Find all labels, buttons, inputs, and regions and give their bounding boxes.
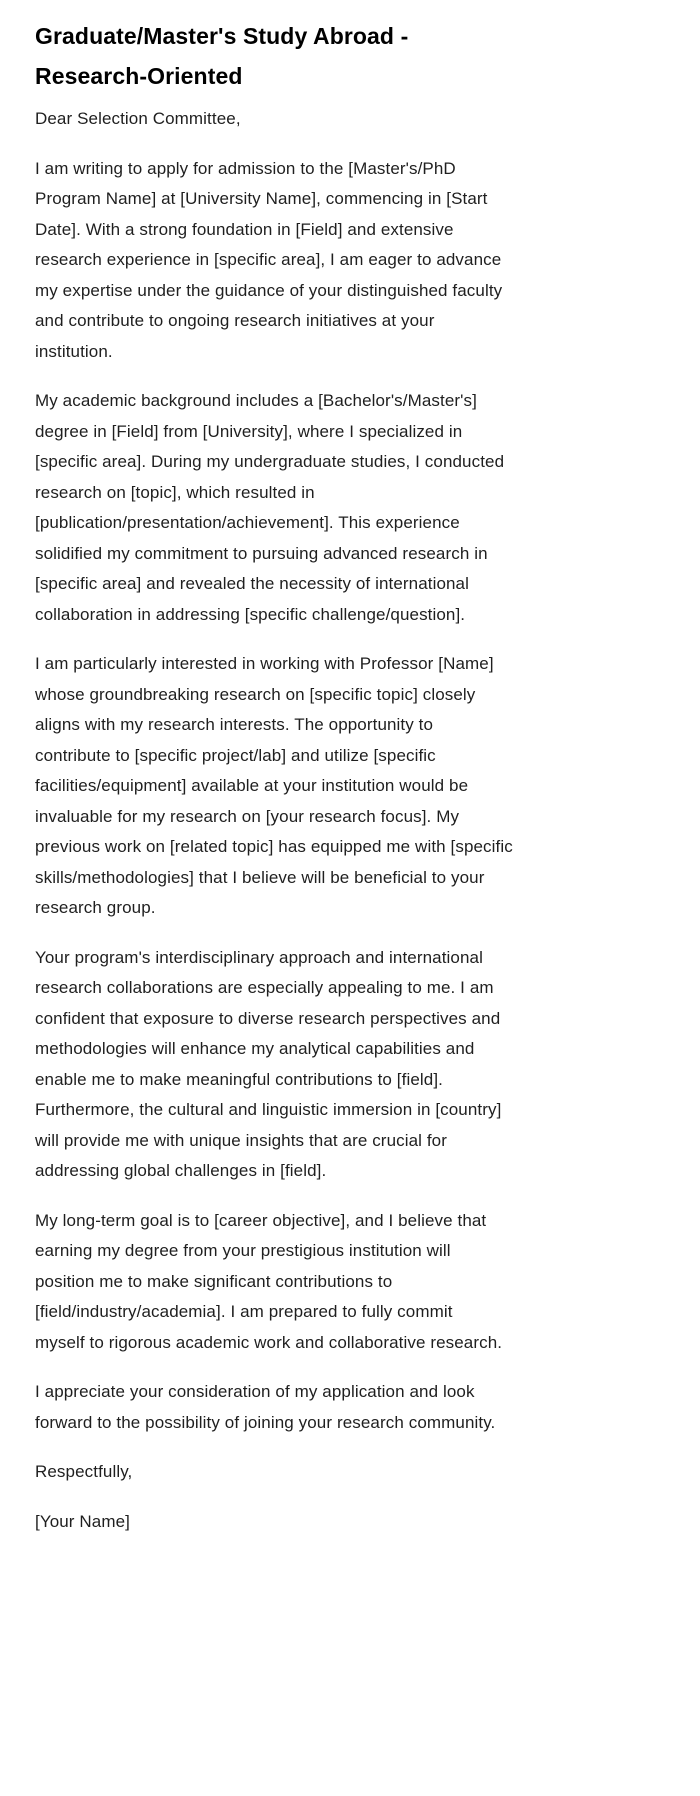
paragraph-line: I am particularly interested in working with Professor [Name]: [35, 654, 494, 673]
paragraph-line: research on [topic], which resulted in: [35, 482, 315, 502]
closing-line: [35, 1457, 660, 1488]
paragraph-line: myself to rigorous academic work and collaborative research.: [35, 1332, 503, 1352]
paragraph-line: research experience in [specific area], I am eager to advance: [35, 250, 502, 269]
paragraph: [35, 943, 660, 1187]
paragraph-line: research collaborations are especially appealing to me. I am: [35, 978, 494, 997]
closing-text: Respectfully,: [35, 1462, 133, 1481]
paragraph-line: aligns with my research interests. The opportunity to: [35, 715, 434, 734]
paragraph: [35, 154, 660, 368]
letter-title: [35, 16, 660, 96]
letter-title-line-2: Research-Oriented: [35, 63, 243, 89]
paragraph-line: collaboration in addressing [specific challenge/question].: [35, 604, 466, 624]
paragraph-line: My academic background includes a [Bachelor's/Master's]: [35, 391, 477, 410]
paragraph-line: previous work on [related topic] has equipped me with [specific: [35, 837, 513, 856]
paragraph-line: contribute to [specific project/lab] and utilize [specific: [35, 745, 436, 765]
paragraph-line: forward to the possibility of joining your research community.: [35, 1412, 496, 1432]
paragraph-line: skills/methodologies] that I believe will be beneficial to your: [35, 867, 485, 887]
paragraph-line: position me to make significant contributions to: [35, 1271, 393, 1291]
paragraph-line: enable me to make meaningful contributions to [field].: [35, 1069, 443, 1089]
paragraph-line: Your program's interdisciplinary approach and international: [35, 947, 483, 967]
paragraph-line: will provide me with unique insights that are crucial for: [35, 1130, 447, 1150]
paragraph-line: research group.: [35, 898, 156, 917]
paragraph-line: solidified my commitment to pursuing advanced research in: [35, 543, 488, 563]
paragraph-line: facilities/equipment] available at your institution would be: [35, 776, 469, 795]
paragraph-line: whose groundbreaking research on [specific topic] closely: [35, 684, 476, 704]
paragraph: [35, 649, 660, 924]
paragraph: [35, 1377, 660, 1438]
paragraph-line: institution.: [35, 341, 113, 361]
greeting-line: [35, 104, 660, 135]
letter-body: [35, 154, 660, 1439]
signature-line: [35, 1507, 660, 1538]
greeting-text: Dear Selection Committee,: [35, 109, 241, 128]
paragraph: [35, 1206, 660, 1359]
paragraph: [35, 386, 660, 630]
paragraph-line: earning my degree from your prestigious institution will: [35, 1241, 451, 1260]
paragraph-line: [field/industry/academia]. I am prepared to fully commit: [35, 1302, 453, 1321]
paragraph-line: degree in [Field] from [University], where I specialized in: [35, 421, 463, 441]
paragraph-line: confident that exposure to diverse research perspectives and: [35, 1008, 501, 1028]
paragraph-line: my expertise under the guidance of your distinguished faculty: [35, 280, 503, 300]
paragraph-line: and contribute to ongoing research initiatives at your: [35, 311, 435, 330]
signature-text: [Your Name]: [35, 1511, 130, 1531]
paragraph-line: addressing global challenges in [field].: [35, 1161, 327, 1180]
paragraph-line: [specific area] and revealed the necessity of international: [35, 574, 469, 593]
paragraph-line: invaluable for my research on [your research focus]. My: [35, 806, 460, 826]
paragraph-line: Date]. With a strong foundation in [Field] and extensive: [35, 219, 454, 239]
letter-title-line-1: Graduate/Master's Study Abroad -: [35, 23, 409, 49]
paragraph-line: I appreciate your consideration of my application and look: [35, 1382, 475, 1401]
paragraph-line: [publication/presentation/achievement]. This experience: [35, 513, 460, 532]
paragraph-line: [specific area]. During my undergraduate studies, I conducted: [35, 452, 505, 471]
paragraph-line: methodologies will enhance my analytical capabilities and: [35, 1039, 475, 1058]
paragraph-line: Program Name] at [University Name], commencing in [Start: [35, 189, 488, 208]
paragraph-line: My long-term goal is to [career objective], and I believe that: [35, 1210, 487, 1230]
paragraph-line: I am writing to apply for admission to the [Master's/PhD: [35, 158, 456, 178]
paragraph-line: Furthermore, the cultural and linguistic immersion in [country]: [35, 1100, 502, 1119]
